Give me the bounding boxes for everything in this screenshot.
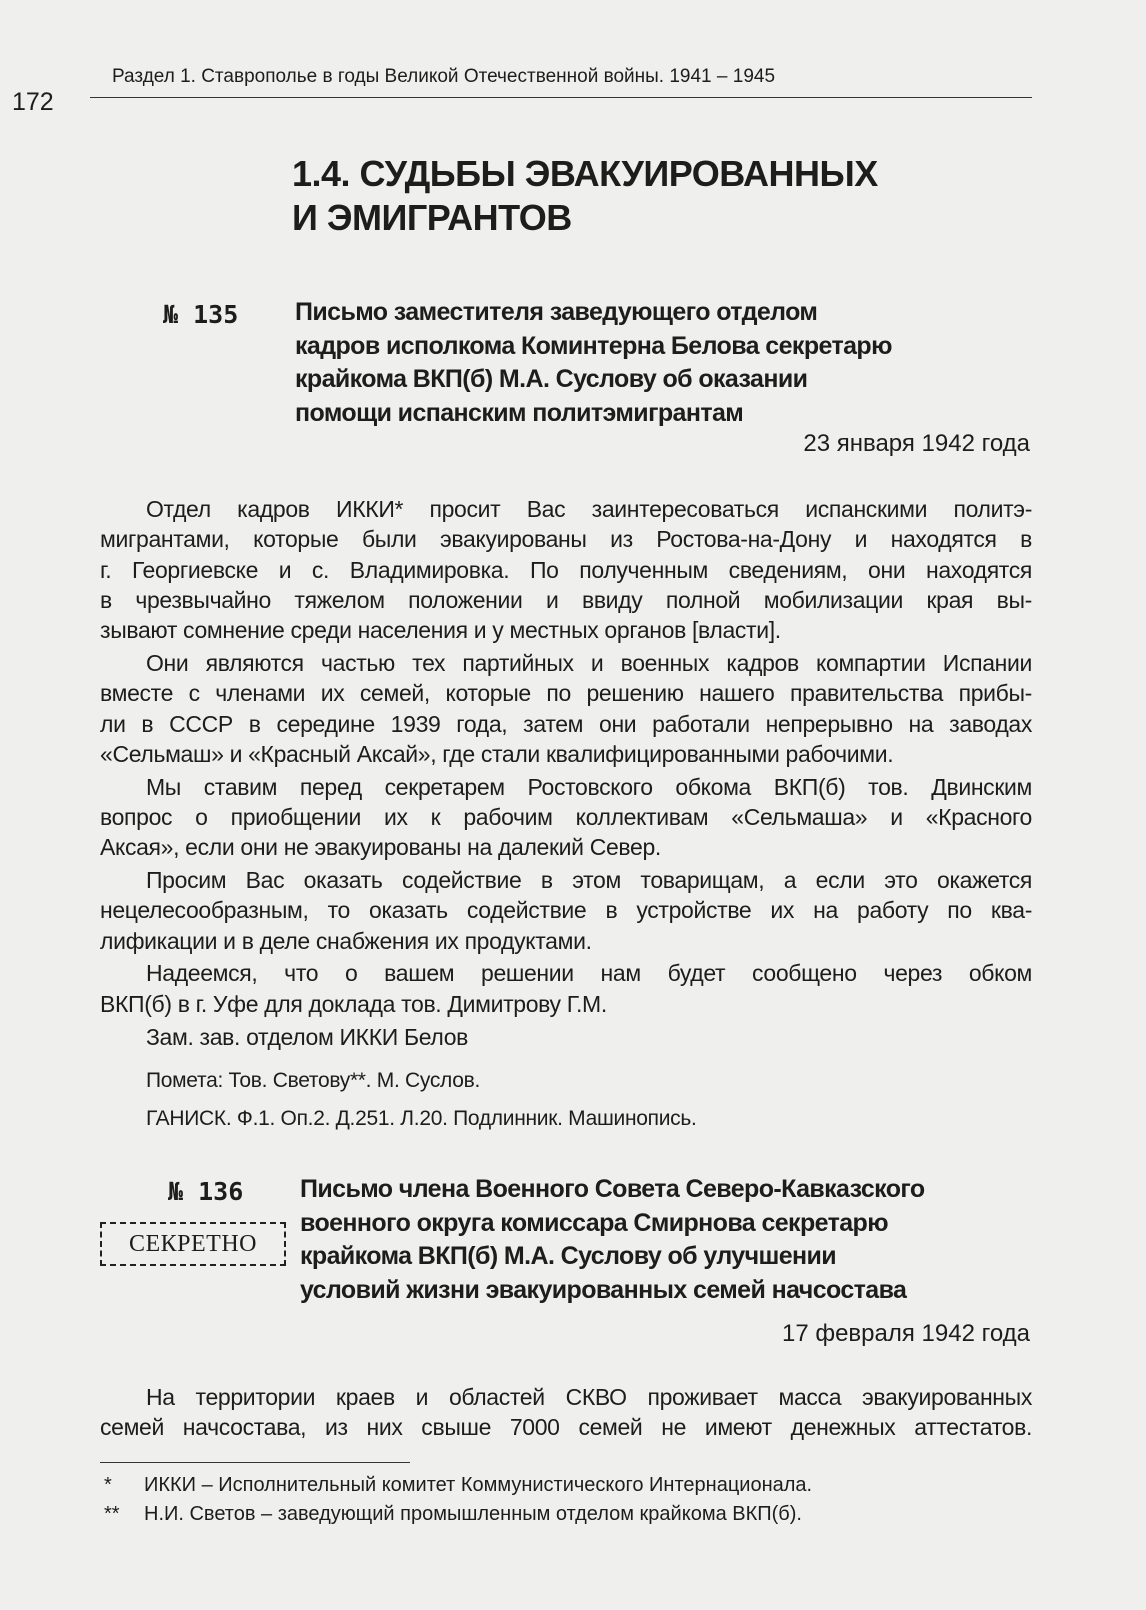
- section-title: [292, 152, 878, 240]
- doc-135-number: № 135: [163, 300, 239, 329]
- footnote-text: ИККИ – Исполнительный комитет Коммунистического Интернационала.: [144, 1474, 813, 1496]
- section-title-line: И ЭМИГРАНТОВ: [292, 197, 572, 238]
- heading-line: условий жизни эвакуированных семей начсостава: [300, 1275, 907, 1304]
- footnote-text: Н.И. Светов – заведующий промышленным отделом крайкома ВКП(б).: [144, 1503, 802, 1525]
- footnote-mark: **: [104, 1503, 120, 1525]
- text-line: Аксая», если они не эвакуированы на далекий Север.: [100, 834, 661, 861]
- text-line: Просим Вас оказать содействие в этом товарищам, а если это окажется: [146, 867, 1032, 894]
- text-line: Они являются частью тех партийных и военных кадров компартии Испании: [146, 649, 1032, 676]
- signature: Зам. зав. отделом ИККИ Белов: [146, 1023, 469, 1050]
- secret-stamp: СЕКРЕТНО: [100, 1222, 286, 1266]
- text-line: «Сельмаш» и «Красный Аксай», где стали квалифицированными рабочими.: [100, 740, 894, 767]
- annotation-note: Помета: Тов. Светову**. М. Суслов.: [146, 1068, 481, 1092]
- header-rule: [90, 97, 1032, 98]
- section-title-line: 1.4. СУДЬБЫ ЭВАКУИРОВАННЫХ: [292, 153, 878, 194]
- doc-135-heading: [295, 296, 892, 430]
- paragraph: [100, 772, 1032, 863]
- footnote: [104, 1474, 812, 1497]
- heading-line: помощи испанским политэмигрантам: [295, 398, 744, 427]
- doc-136-date: 17 февраля 1942 года: [781, 1320, 1030, 1347]
- text-line: г. Георгиевске и с. Владимировка. По полученным сведениям, они находятся: [100, 556, 1032, 583]
- text-line: зывают сомнение среди населения и у местных органов [власти].: [100, 617, 781, 644]
- text-line: семей начсостава, из них свыше 7000 семей не имеют денежных аттестатов.: [100, 1414, 1032, 1441]
- footnote-mark: *: [104, 1474, 112, 1496]
- paragraph: [100, 865, 1032, 956]
- heading-line: крайкома ВКП(б) М.А. Суслову об улучшении: [300, 1242, 837, 1270]
- heading-line: крайкома ВКП(б) М.А. Суслову об оказании: [295, 365, 808, 393]
- heading-line: Письмо члена Военного Совета Северо-Кавказского: [300, 1175, 925, 1203]
- text-line: мигрантами, которые были эвакуированы из Ростова-на-Дону и находятся в: [100, 526, 1032, 553]
- text-line: На территории краев и областей СКВО проживает масса эвакуированных: [146, 1384, 1032, 1410]
- doc-135-body: [100, 494, 1032, 1134]
- doc-136-heading: [300, 1173, 925, 1307]
- text-line: вместе с членами их семей, которые по решению нашего правительства прибы-: [100, 680, 1032, 707]
- text-line: Надеемся, что о вашем решении нам будет сообщено через обком: [146, 960, 1032, 987]
- page-number: 172: [12, 88, 54, 116]
- text-line: в чрезвычайно тяжелом положении и ввиду полной мобилизации края вы-: [100, 586, 1032, 613]
- text-line: ВКП(б) в г. Уфе для доклада тов. Димитрову Г.М.: [100, 990, 607, 1017]
- paragraph: [100, 958, 1032, 1019]
- paragraph: [100, 648, 1032, 769]
- archive-source: ГАНИСК. Ф.1. Оп.2. Д.251. Л.20. Подлинник. Машинопись.: [146, 1107, 697, 1131]
- doc-135-date: 23 января 1942 года: [803, 430, 1030, 457]
- text-line: ли в СССР в середине 1939 года, затем они работали непрерывно на заводах: [100, 710, 1032, 737]
- heading-line: кадров исполкома Коминтерна Белова секретарю: [295, 331, 892, 360]
- doc-136-number: № 136: [168, 1177, 244, 1206]
- running-header: Раздел 1. Ставрополье в годы Великой Отечественной войны. 1941 – 1945: [112, 66, 776, 87]
- text-line: Отдел кадров ИККИ* просит Вас заинтересоваться испанскими политэ-: [146, 496, 1032, 522]
- footnote: [104, 1503, 802, 1526]
- heading-line: Письмо заместителя заведующего отделом: [295, 298, 818, 326]
- text-line: лификации и в деле снабжения их продуктами.: [100, 927, 592, 954]
- text-line: вопрос о приобщении их к рабочим коллективам «Сельмаша» и «Красного: [100, 803, 1032, 830]
- paragraph: [100, 494, 1032, 645]
- heading-line: военного округа комиссара Смирнова секретарю: [300, 1208, 888, 1237]
- doc-136-body: [100, 1382, 1032, 1443]
- footnote-rule: [100, 1462, 410, 1463]
- text-line: Мы ставим перед секретарем Ростовского обкома ВКП(б) тов. Двинским: [146, 773, 1032, 800]
- text-line: нецелесообразным, то оказать содействие в устройстве их на работу по ква-: [100, 897, 1032, 924]
